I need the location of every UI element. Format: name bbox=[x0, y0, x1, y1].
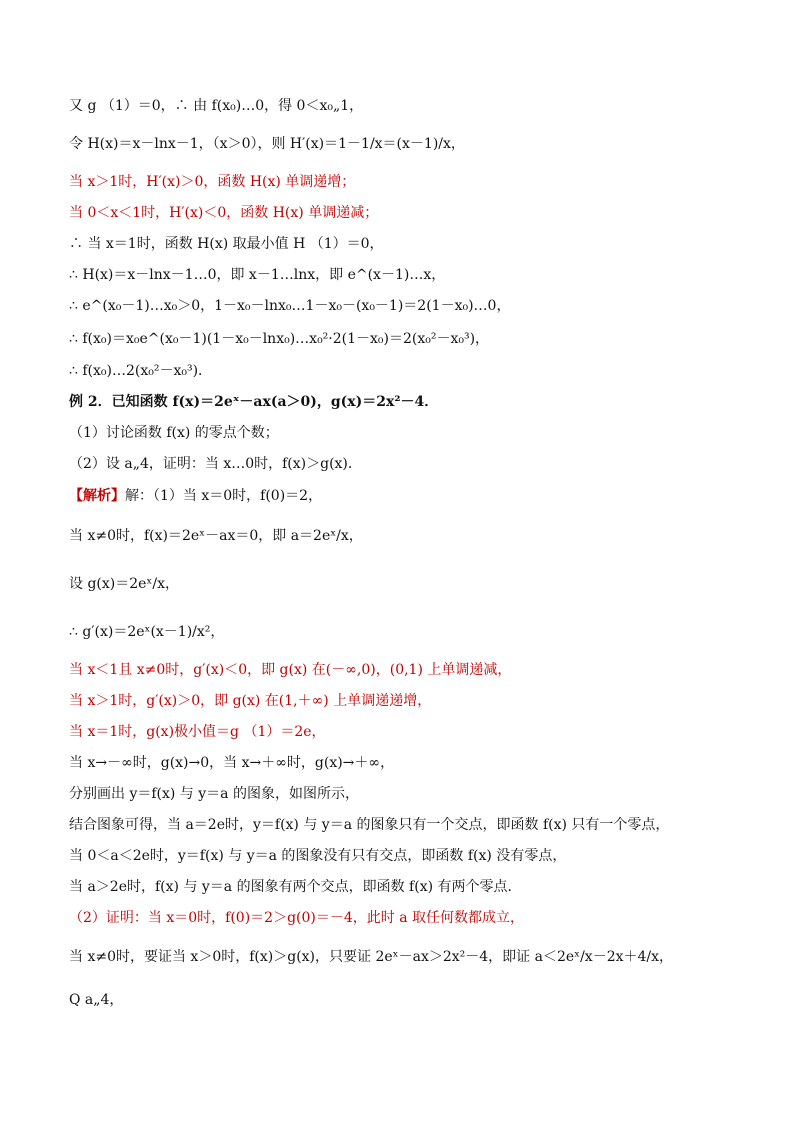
text-line: 当 0＜x＜1时，H′(x)＜0，函数 H(x) 单调递减； bbox=[69, 205, 379, 221]
text-line: 分别画出 y＝f(x) 与 y＝a 的图象，如图所示， bbox=[69, 786, 359, 802]
text-line: ∴ 当 x＝1时，函数 H(x) 取最小值 H （1）＝0， bbox=[69, 236, 384, 252]
text-line: 设 g(x)＝2eˣ/x， bbox=[69, 576, 179, 592]
text-line: 又 g （1）＝0，∴ 由 f(x₀)…0，得 0＜x₀„1， bbox=[69, 98, 364, 114]
solution-heading: 【解析】解：（1）当 x＝0时，f(0)＝2， bbox=[69, 488, 323, 504]
text-line: 当 x＜1且 x≠0时，g′(x)＜0，即 g(x) 在(－∞,0)，(0,1) 上单调递减， bbox=[69, 662, 512, 678]
text-line: 当 x→－∞时，g(x)→0，当 x→＋∞时，g(x)→＋∞， bbox=[69, 755, 395, 771]
text-line: ∴ g′(x)＝2eˣ(x－1)/x²， bbox=[69, 624, 225, 640]
text-line: ∴ e^(x₀－1)…x₀＞0，1－x₀－lnx₀…1－x₀－(x₀－1)＝2(1－x₀)…0， bbox=[69, 298, 511, 314]
text-line: 当 x＝1时，g(x)极小值＝g （1）＝2e， bbox=[69, 724, 326, 740]
text-line: Q a„4， bbox=[69, 992, 124, 1008]
text-line: ∴ H(x)＝x－lnx－1…0，即 x－1…lnx，即 e^(x－1)…x， bbox=[69, 267, 446, 283]
text-line: ∴ f(x₀)…2(x₀²－x₀³)． bbox=[69, 363, 213, 379]
text-line: 当 0＜a＜2e时，y＝f(x) 与 y＝a 的图象没有只有交点，即函数 f(x) 没有零点， bbox=[69, 848, 567, 864]
text-line: 当 x＞1时，H′(x)＞0，函数 H(x) 单调递增； bbox=[69, 174, 356, 190]
text-line: ∴ f(x₀)＝x₀e^(x₀－1)(1－x₀－lnx₀)…x₀²·2(1－x₀)＝2(x₀²－x₀³)， bbox=[69, 331, 490, 347]
text-line: 当 a＞2e时，f(x) 与 y＝a 的图象有两个交点，即函数 f(x) 有两个零点． bbox=[69, 879, 522, 895]
text-line: 当 x≠0时，f(x)＝2eˣ－ax＝0，即 a＝2eˣ/x， bbox=[69, 528, 363, 544]
text-line: （2）证明：当 x＝0时，f(0)＝2＞g(0)＝－4，此时 a 取任何数都成立， bbox=[69, 910, 525, 926]
solution-tag: 【解析】 bbox=[69, 488, 125, 504]
text-line: 结合图象可得，当 a＝2e时，y＝f(x) 与 y＝a 的图象只有一个交点，即函数 f(x) 只有一个零点， bbox=[69, 817, 670, 833]
text-line: 当 x＞1时，g′(x)＞0，即 g(x) 在(1,＋∞) 上单调递递增， bbox=[69, 693, 432, 709]
text-line: （2）设 a„4，证明：当 x…0时，f(x)＞g(x)． bbox=[69, 456, 362, 472]
text-line: 当 x≠0时，要证当 x＞0时，f(x)＞g(x)，只要证 2eˣ－ax＞2x²－4，即证 a＜2eˣ/x－2x＋4/x， bbox=[69, 949, 674, 965]
text-line: 令 H(x)＝x－lnx－1，（x＞0），则 H′(x)＝1－1/x＝(x－1)/x， bbox=[69, 136, 465, 152]
text-line: （1）讨论函数 f(x) 的零点个数； bbox=[69, 425, 279, 441]
example-title: 例 2．已知函数 f(x)＝2eˣ－ax(a＞0)，g(x)＝2x²－4． bbox=[69, 394, 439, 410]
